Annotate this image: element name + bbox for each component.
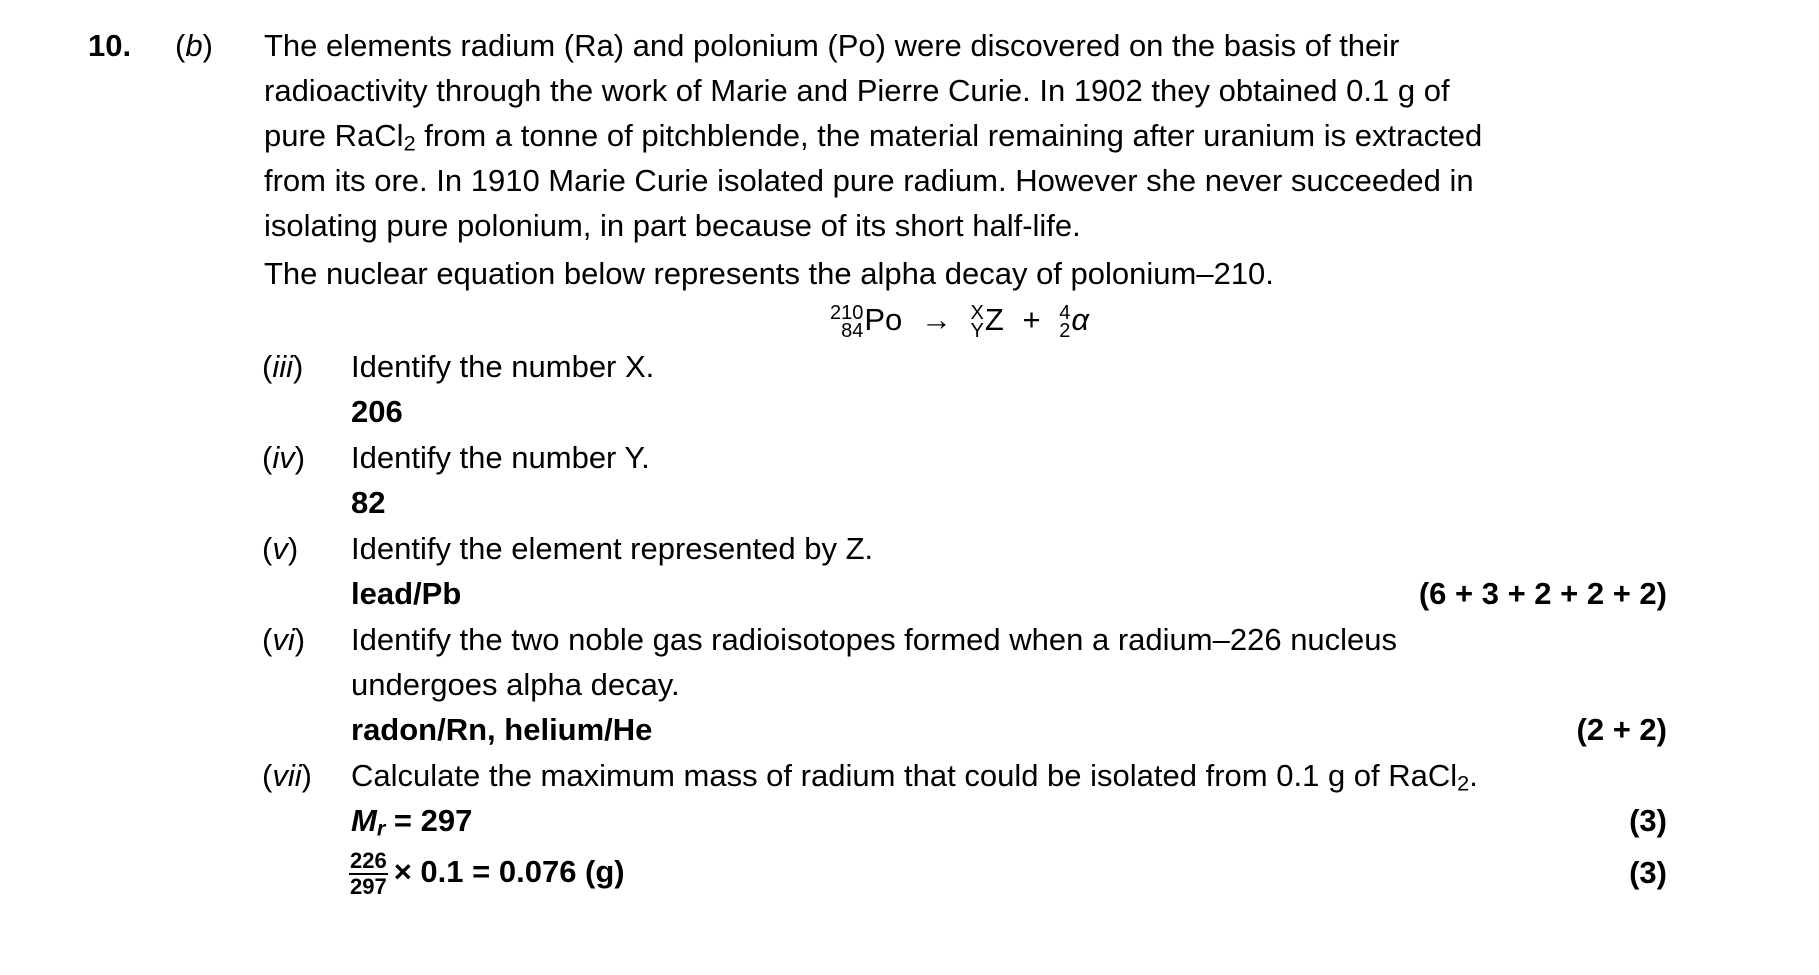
part-vii-answer-2: $\frac{226}{297}$ × 0.1 = 0.076 (g): [350, 847, 625, 899]
part-vii-question: Calculate the maximum mass of radium that could be isolated from 0.1 g of RaCl$_2$.: [351, 758, 1478, 796]
part-vii-answer-1: $M_r = 297$: [351, 803, 473, 841]
part-iii-label: (iii): [262, 349, 304, 384]
part-iii-answer: 206: [351, 394, 403, 429]
part-vi-label: (vi): [262, 622, 306, 657]
intro-line-2: radioactivity through the work of Marie and Pierre Curie. In 1902 they obtained 0.1 g of: [264, 73, 1450, 108]
part-vi-question-line-1: Identify the two noble gas radioisotopes formed when a radium–226 nucleus: [351, 622, 1398, 657]
part-vii-label: (vii): [262, 758, 312, 793]
part-iv-answer: 82: [351, 485, 386, 520]
marks-v: (6 + 3 + 2 + 2 + 2): [1418, 576, 1667, 611]
intro-line-3: pure RaCl$_2$ from a tonne of pitchblende, the material remaining after uranium is extracted: [264, 118, 1483, 156]
marks-vi: (2 + 2): [1576, 712, 1667, 747]
intro-line-4: from its ore. In 1910 Marie Curie isolated pure radium. However she never succeeded in: [264, 163, 1474, 198]
arrow-icon: →: [920, 302, 952, 337]
part-v-answer: lead/Pb: [351, 576, 462, 611]
polonium-nuclide: 210 84 Po: [830, 301, 903, 342]
marks-vii-1: (3): [1629, 803, 1667, 838]
fraction: $\frac{226}{297}$: [350, 847, 387, 899]
alpha-particle: 4 2 α: [1059, 301, 1089, 342]
question-number: 10.: [88, 28, 132, 63]
intro-line-6: The nuclear equation below represents the alpha decay of polonium–210.: [264, 256, 1274, 291]
part-v-question: Identify the element represented by Z.: [351, 531, 874, 566]
part-vi-question-line-2: undergoes alpha decay.: [351, 667, 680, 702]
intro-line-1: The elements radium (Ra) and polonium (Po) were discovered on the basis of their: [264, 28, 1400, 63]
daughter-nuclide: X Y Z: [970, 301, 1004, 342]
part-label: (b): [175, 28, 213, 63]
intro-line-5: isolating pure polonium, in part because of its short half-life.: [264, 208, 1081, 243]
part-vi-answer: radon/Rn, helium/He: [351, 712, 653, 747]
part-iv-label: (iv): [262, 440, 306, 475]
part-v-label: (v): [262, 531, 299, 566]
nuclear-equation: [830, 300, 1089, 340]
marks-vii-2: (3): [1629, 855, 1667, 890]
plus-sign: +: [1022, 302, 1041, 337]
part-iv-question: Identify the number Y.: [351, 440, 650, 475]
part-iii-question: Identify the number X.: [351, 349, 655, 384]
